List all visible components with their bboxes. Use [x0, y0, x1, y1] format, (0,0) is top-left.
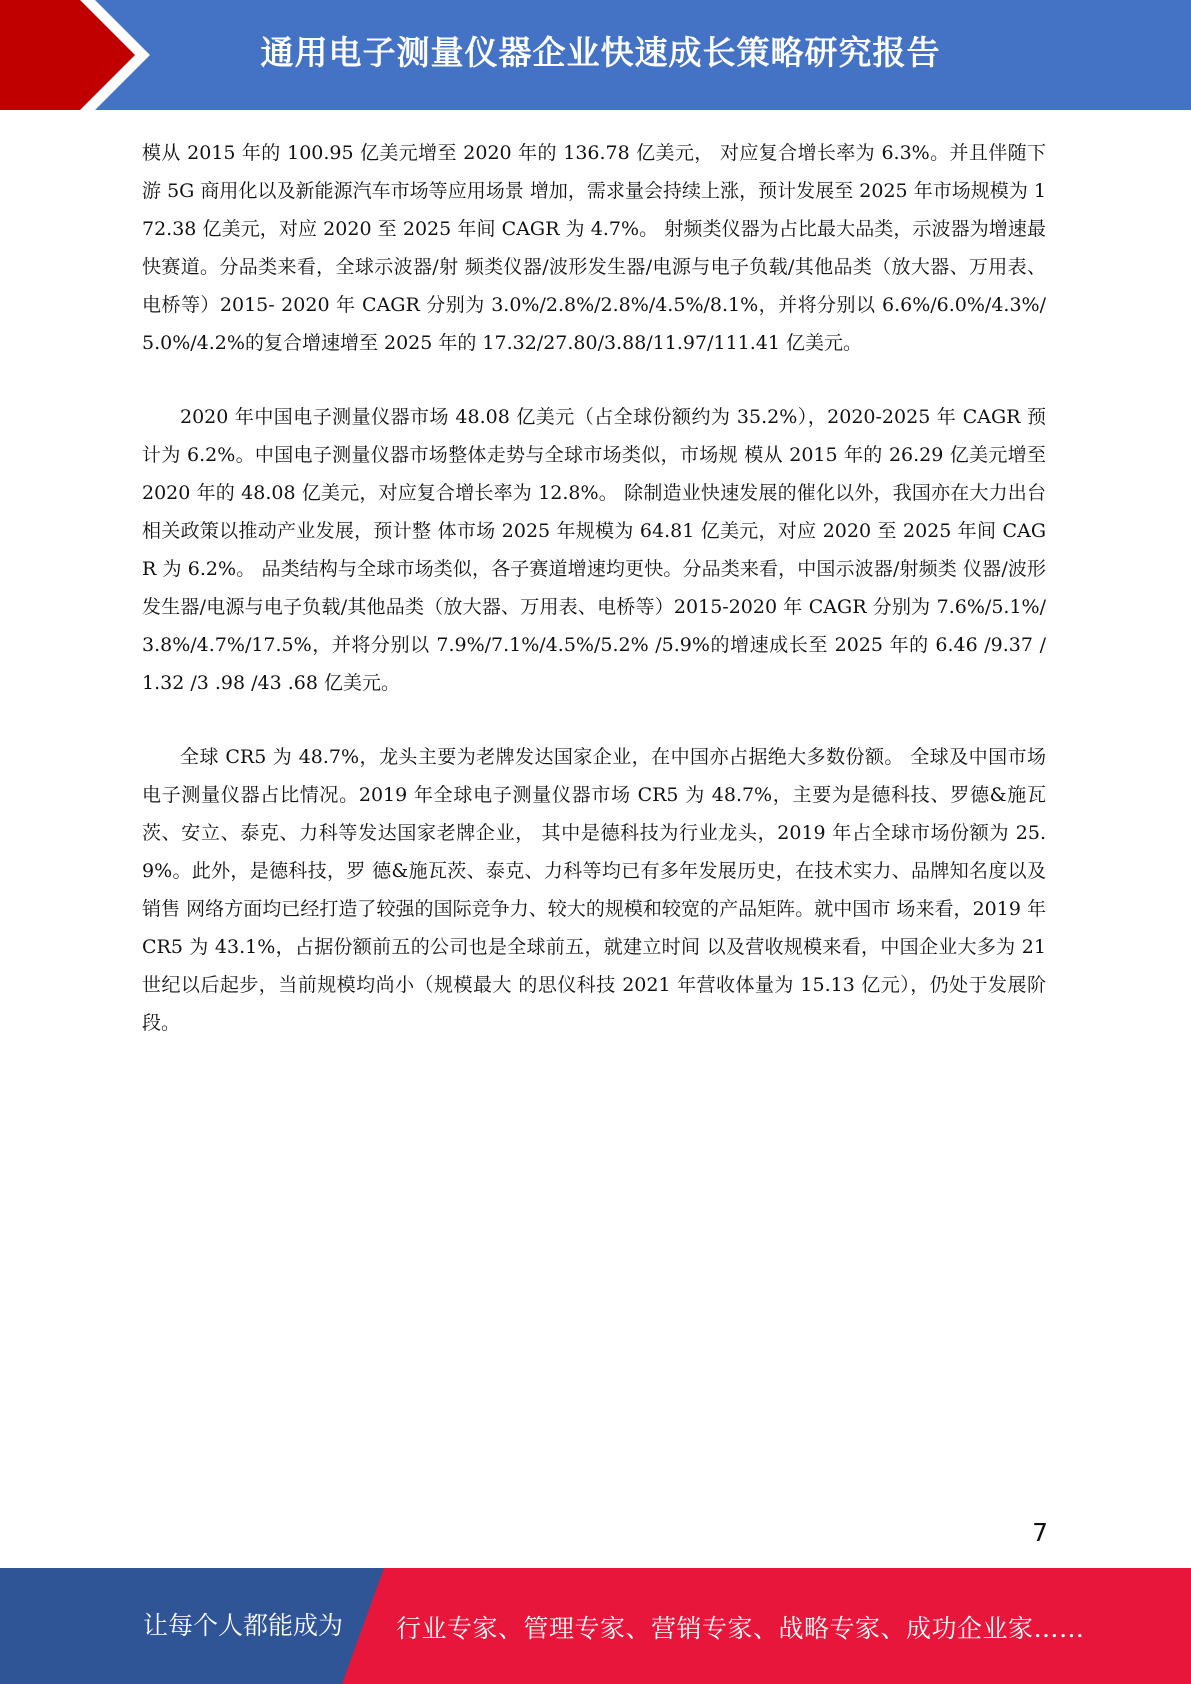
page-header — [0, 0, 1191, 110]
report-title: 通用电子测量仪器企业快速成长策略研究报告 — [260, 33, 941, 72]
arrow-red-shape — [0, 0, 135, 110]
page-number: 7 — [1032, 1518, 1048, 1547]
footer-slogan-left: 让每个人都能成为 — [143, 1611, 344, 1640]
document-body — [142, 134, 1046, 1078]
footer-slogan-right: 行业专家、管理专家、营销专家、战略专家、成功企业家…… — [396, 1614, 1085, 1643]
chevron-arrow-icon — [0, 0, 150, 110]
page-footer — [0, 1568, 1191, 1684]
paragraph-china-market: 2020 年中国电子测量仪器市场 48.08 亿美元（占全球份额约为 35.2%），2020-2025 年 CAGR 预计为 6.2%。中国电子测量仪器市场整体走势与全球市场类似，市场规 模从 2015 年的 26.29 亿美元增至 2020 年的 48.08 亿美元，对应复合增长率为 12.8%。 除制造业快速发展的催化以外，我国亦在大力出台相关政策以推动产业发展，预计整 体市场 2025 年规模为 64.81 亿美元，对应 2020 至 2025 年间 CAGR 为 6.2%。 品类结构与全球市场类似，各子赛道增速均更快。分品类来看，中国示波器/射频类 仪器/波形发生器/电源与电子负载/其他品类（放大器、万用表、电桥等）2015-2020 年 CAGR 分别为 7.6%/5.1%/3.8%/4.7%/17.5%，并将分别以 7.9%/7.1%/4.5%/5.2% /5.9%的增速成长至 2025 年的 6.46 /9.37 / 1.32 /3 .98 /43 .68 亿美元。 — [142, 406, 1046, 694]
paragraph-competition: 全球 CR5 为 48.7%，龙头主要为老牌发达国家企业，在中国亦占据绝大多数份额。 全球及中国市场电子测量仪器占比情况。2019 年全球电子测量仪器市场 CR5 为 48.7%，主要为是德科技、罗德&施瓦茨、安立、泰克、力科等发达国家老牌企业， 其中是德科技为行业龙头，2019 年占全球市场份额为 25.9%。此外，是德科技，罗 德&施瓦茨、泰克、力科等均已有多年发展历史，在技术实力、品牌知名度以及销售 网络方面均已经打造了较强的国际竞争力、较大的规模和较宽的产品矩阵。就中国市 场来看，2019 年 CR5 为 43.1%，占据份额前五的公司也是全球前五，就建立时间 以及营收规模来看，中国企业大多为 21 世纪以后起步，当前规模均尚小（规模最大 的思仪科技 2021 年营收体量为 15.13 亿元），仍处于发展阶段。 — [142, 746, 1046, 1034]
paragraph-global-market: 模从 2015 年的 100.95 亿美元增至 2020 年的 136.78 亿美元， 对应复合增长率为 6.3%。并且伴随下游 5G 商用化以及新能源汽车市场等应用场景 增加，需求量会持续上涨，预计发展至 2025 年市场规模为 172.38 亿美元，对应 2020 至 2025 年间 CAGR 为 4.7%。 射频类仪器为占比最大品类，示波器为增速最快赛道。分品类来看，全球示波器/射 频类仪器/波形发生器/电源与电子负载/其他品类（放大器、万用表、电桥等）2015- 2020 年 CAGR 分别为 3.0%/2.8%/2.8%/4.5%/8.1%，并将分别以 6.6%/6.0%/4.3%/ 5.0%/4.2%的复合增速增至 2025 年的 17.32/27.80/3.88/11.97/111.41 亿美元。 — [142, 142, 1046, 354]
